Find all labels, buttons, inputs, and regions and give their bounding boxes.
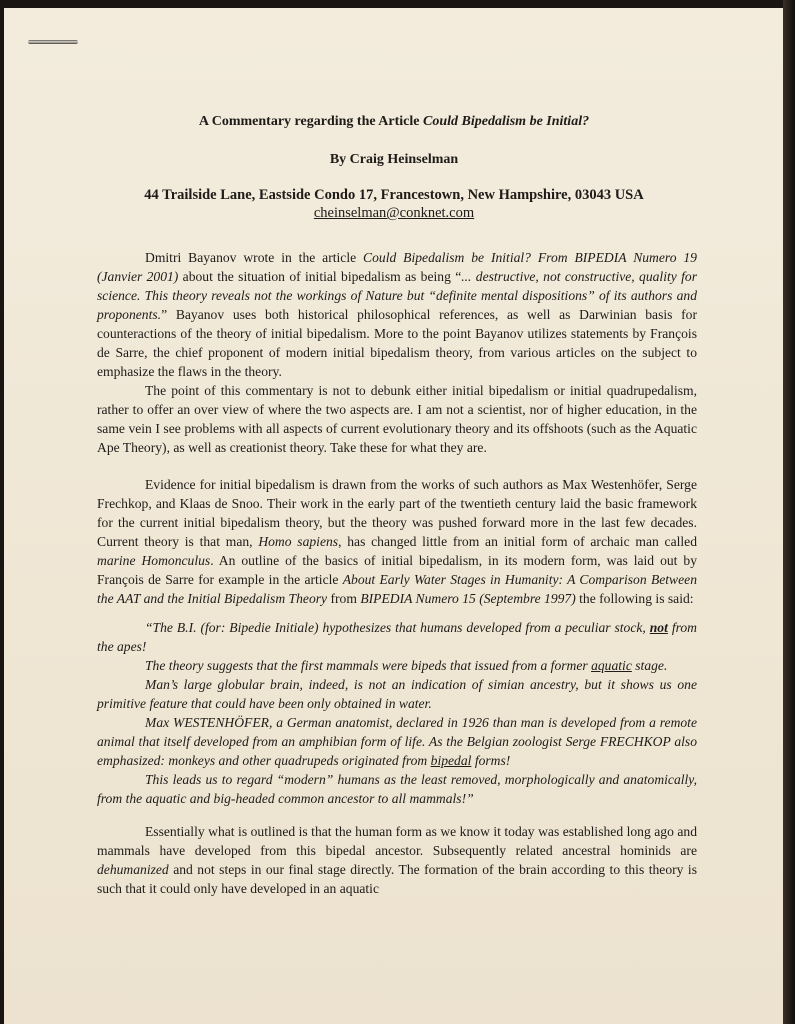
paragraph-1 xyxy=(97,248,697,381)
paragraph-4 xyxy=(97,822,697,898)
quote-paragraph-2 xyxy=(97,656,697,675)
p3-text-a: Evidence for initial bipedalism is drawn from the works of such authors as Max Westenhöfer, Serge Frechkop, and Klaas de Snoo. Their work in the early part of the twentieth century laid the basic framework for the current initial bipedalism theory, but the theory was pushed forward more in the last few decades. Current theory is that man, xyxy=(97,477,697,549)
p1-text-e: ” Bayanov uses both historical philosophical references, as well as Darwinian basis for counteractions of the theory of initial bipedalism. More to the point Bayanov utilizes statements by François de Sarre, the chief proponent of modern initial bipedalism theory, from various articles on the subject to emphasize the flaws in the theory. xyxy=(97,307,697,379)
q1-text-c: from the apes! xyxy=(97,620,697,654)
quote-paragraph-5: This leads us to regard “modern” humans as the least removed, morphologically and anatomically, from the aquatic and big-headed common ancestor to all mammals!” xyxy=(97,772,697,806)
spacer xyxy=(97,457,697,475)
body-text xyxy=(97,248,697,898)
q4-text-c: forms! xyxy=(471,753,511,768)
p4-text-a: Essentially what is outlined is that the human form as we know it today was established long ago and mammals have developed from this bipedal ancestor. Subsequently related ancestral hominids are xyxy=(97,824,697,858)
q1-text-b: not xyxy=(649,620,668,635)
paragraph-3 xyxy=(97,475,697,608)
page-edge-shadow xyxy=(783,0,795,1024)
staple-mark xyxy=(28,40,78,44)
author-address xyxy=(4,186,784,222)
quote-paragraph-1 xyxy=(97,618,697,656)
p1-text-a: Dmitri Bayanov wrote in the article xyxy=(145,250,364,265)
p1-text-c: about the situation of initial bipedalism as being “ xyxy=(178,269,462,284)
q4-text-b: bipedal xyxy=(430,753,472,768)
spacer xyxy=(97,808,697,822)
q2-text-b: aquatic xyxy=(591,658,632,673)
q1-text-a: “The B.I. (for: Bipedie Initiale) hypothesizes that humans developed from a peculiar stock, xyxy=(145,620,650,635)
p4-text-c: and not steps in our final stage directly. The formation of the brain according to this theory is such that it could only have developed in an aquatic xyxy=(97,862,697,896)
p3-text-c: , has changed little from an initial form of archaic man called xyxy=(338,534,697,549)
p3-text-g: from xyxy=(327,591,361,606)
q2-text-a: The theory suggests that the first mammals were bipeds that issued from a former xyxy=(145,658,592,673)
q2-text-c: stage. xyxy=(631,658,668,673)
p1-text-d: ... destructive, not constructive, quality for science. This theory reveals not the workings of Nature but “definite mental dispositions” of its authors and proponents. xyxy=(97,269,697,322)
p3-text-e: . An outline of the basics of initial bipedalism, in its modern form, was laid out by François de Sarre for example in the article xyxy=(97,553,697,587)
author-byline: By Craig Heinselman xyxy=(329,152,459,167)
title-italic: Could Bipedalism be Initial? xyxy=(423,114,590,129)
address-line: 44 Trailside Lane, Eastside Condo 17, Francestown, New Hampshire, 03043 USA xyxy=(144,187,644,203)
title-text: A Commentary regarding the Article xyxy=(198,114,423,129)
p3-text-d: marine Homonculus xyxy=(97,553,211,568)
q4-text-a: Max WESTENHÖFER, a German anatomist, declared in 1926 than man is developed from a remote animal that itself developed from an amphibian form of life. As the Belgian zoologist Serge FRECHKOP also emphasized: monkeys and other quadrupeds originated from xyxy=(97,715,697,768)
email-link[interactable]: cheinselman@conknet.com xyxy=(313,205,475,221)
quote-paragraph-3: Man’s large globular brain, indeed, is not an indication of simian ancestry, but it shows us one primitive feature that could have been only obtained in water. xyxy=(97,677,697,711)
p4-text-b: dehumanized xyxy=(97,862,169,877)
p3-text-i: the following is said: xyxy=(575,591,694,606)
paragraph-2: The point of this commentary is not to debunk either initial bipedalism or initial quadrupedalism, rather to offer an over view of where the two aspects are. I am not a scientist, nor of higher education, in the same vein I see problems with all aspects of current evolutionary theory and its offshoots (such as the Aquatic Ape Theory), as well as creationist theory. Take these for what they are. xyxy=(97,383,697,455)
document-page xyxy=(4,8,784,1024)
p3-text-h: BIPEDIA Numero 15 (Septembre 1997) xyxy=(360,591,576,606)
p3-text-b: Homo sapiens xyxy=(258,534,339,549)
p3-text-f: About Early Water Stages in Humanity: A Comparison Between the AAT and the Initial Bipedalism Theory xyxy=(97,572,697,606)
quote-paragraph-4 xyxy=(97,713,697,770)
p1-text-b: Could Bipedalism be Initial? From BIPEDIA Numero 19 (Janvier 2001) xyxy=(97,250,697,284)
article-title xyxy=(4,114,784,130)
spacer xyxy=(97,608,697,618)
